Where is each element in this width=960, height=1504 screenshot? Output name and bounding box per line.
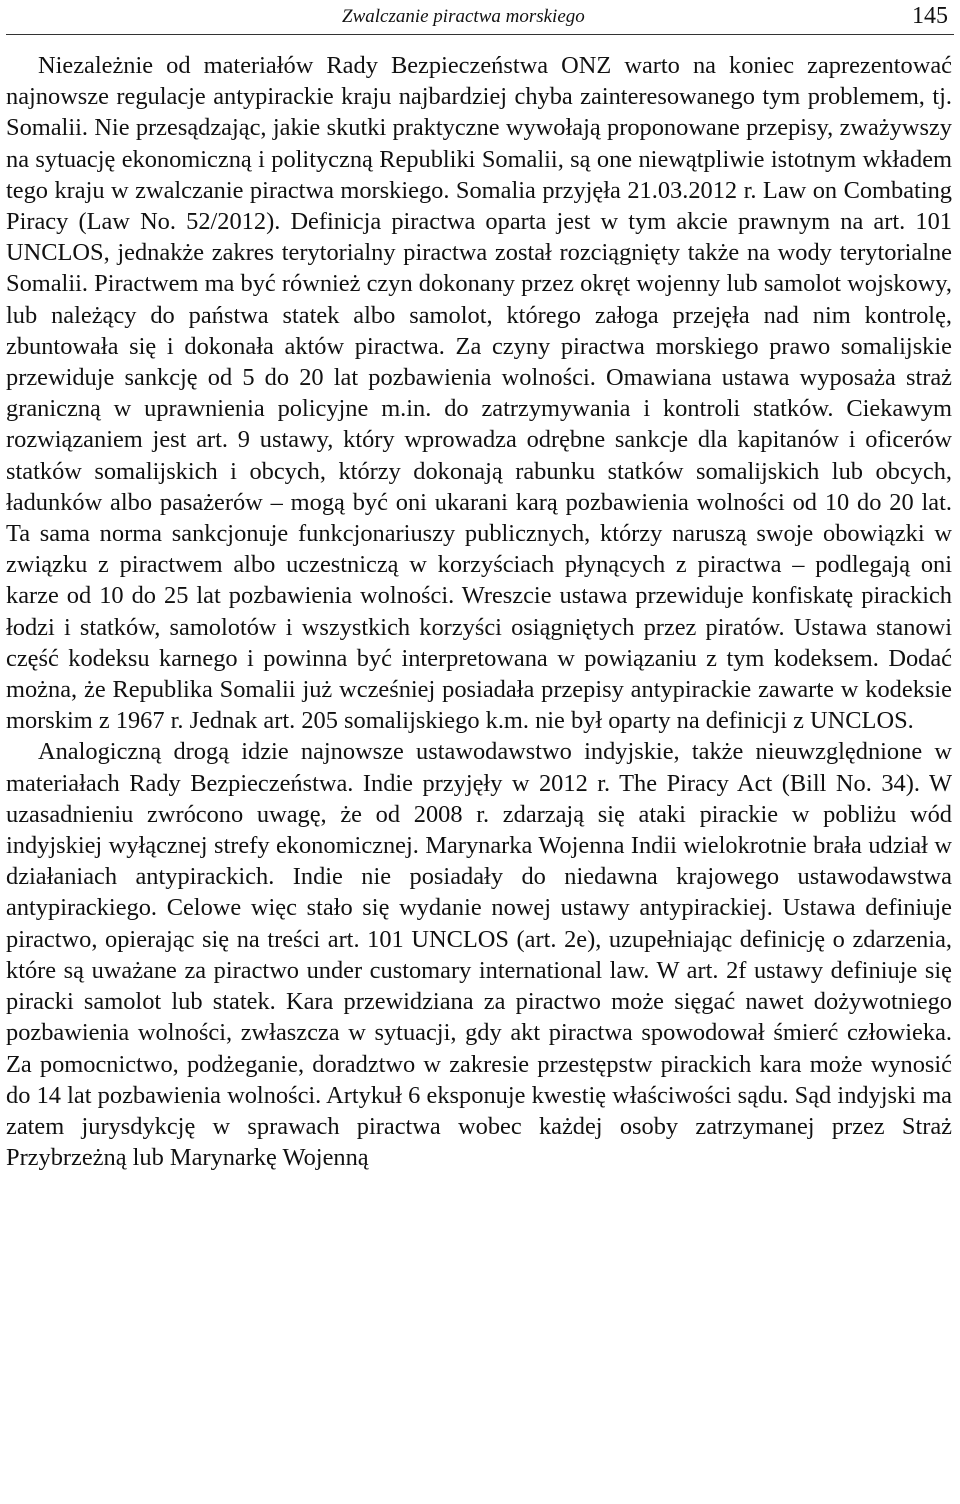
paragraph-somalia: Niezależnie od materiałów Rady Bezpieczeństwa ONZ warto na koniec zaprezentować najnowsze regulacje antypirackie kraju najbardziej chyba zainteresowanego tym problemem, tj. Somalii. Nie przesądzając, jakie skutki praktyczne wywołają proponowane przepisy, zważywszy na sytuację ekonomiczną i polityczną Republiki Somalii, są one niewątpliwie istotnym wkładem tego kraju w zwalczanie piractwa morskiego. Somalia przyjęła 21.03.2012 r. Law on Combating Piracy (Law No. 52/2012). Definicja piractwa oparta jest w tym akcie prawnym na art. 101 UNCLOS, jednakże zakres terytorialny piractwa został rozciągnięty także na wody terytorialne Somalii. Piractwem ma być również czyn dokonany przez okręt wojenny lub samolot wojskowy, lub należący do państwa statek albo samolot, którego załoga przejęła nad nim kontrolę, zbuntowała się i dokonała aktów piractwa. Za czyny piractwa morskiego prawo somalijskie przewiduje sankcję od 5 do 20 lat pozbawienia wolności. Omawiana ustawa wyposaża straż graniczną w uprawnienia policyjne m.in. do zatrzymywania i kontroli statków. Ciekawym rozwiązaniem jest art. 9 ustawy, który wprowadza odrębne sankcje dla kapitanów i oficerów statków somalijskich i obcych, którzy dokonają rabunku statków somalijskich lub obcych, ładunków albo pasażerów – mogą być oni ukarani karą pozbawienia wolności od 10 do 20 lat. Ta sama norma sankcjonuje funkcjonariuszy publicznych, którzy naruszą swoje obowiązki w związku z piractwem albo uczestniczą w korzyściach płynących z piractwa – podlegają oni karze od 10 do 25 lat pozbawienia wolności. Wreszcie ustawa przewiduje konfiskatę pirackich łodzi i statków, samolotów i wszystkich korzyści osiągniętych przez piratów. Ustawa stanowi część kodeksu karnego i powinna być interpretowana w powiązaniu z tym kodeksem. Dodać można, że Republika Somalii już wcześniej posiadała przepisy antypirackie zawarte w kodeksie morskim z 1967 r. Jednak art. 205 somalijskiego k.m. nie był oparty na definicji z UNCLOS. bbox=[6, 52, 952, 735]
running-title: Zwalczanie piractwa morskiego bbox=[342, 6, 585, 27]
page-number: 145 bbox=[912, 3, 948, 29]
paragraph-india: Analogiczną drogą idzie najnowsze ustawodawstwo indyjskie, także nieuwzględnione w materiałach Rady Bezpieczeństwa. Indie przyjęły w 2012 r. The Piracy Act (Bill No. 34). W uzasadnieniu zwrócono uwagę, że od 2008 r. zdarzają się ataki pirackie w pobliżu wód indyjskiej wyłącznej strefy ekonomicznej. Marynarka Wojenna Indii wielokrotnie brała udział w działaniach antypirackich. Indie nie posiadały do niedawna krajowego ustawodawstwa antypirackiego. Celowe więc stało się wydanie nowej ustawy antypirackiej. Ustawa definiuje piractwo, opierając się na treści art. 101 UNCLOS (art. 2e), uzupełniając definicję o zdarzenia, które są uważane za piractwo under customary international law. W art. 2f ustawy definiuje się piracki samolot lub statek. Kara przewidziana za piractwo może sięgać nawet dożywotniego pozbawienia wolności, zwłaszcza w sytuacji, gdy akt piractwa spowodował śmierć człowieka. Za pomocnictwo, podżeganie, doradztwo w zakresie przestępstw pirackich kara może wynosić do 14 lat pozbawienia wolności. Artykuł 6 eksponuje kwestię właściwości sądu. Sąd indyjski ma zatem jurysdykcję w sprawach piractwa wobec każdej osoby zatrzymanej przez Straż Przybrzeżną lub Marynarkę Wojenną bbox=[6, 738, 952, 1172]
running-header bbox=[6, 0, 954, 35]
body-text bbox=[6, 50, 952, 1173]
